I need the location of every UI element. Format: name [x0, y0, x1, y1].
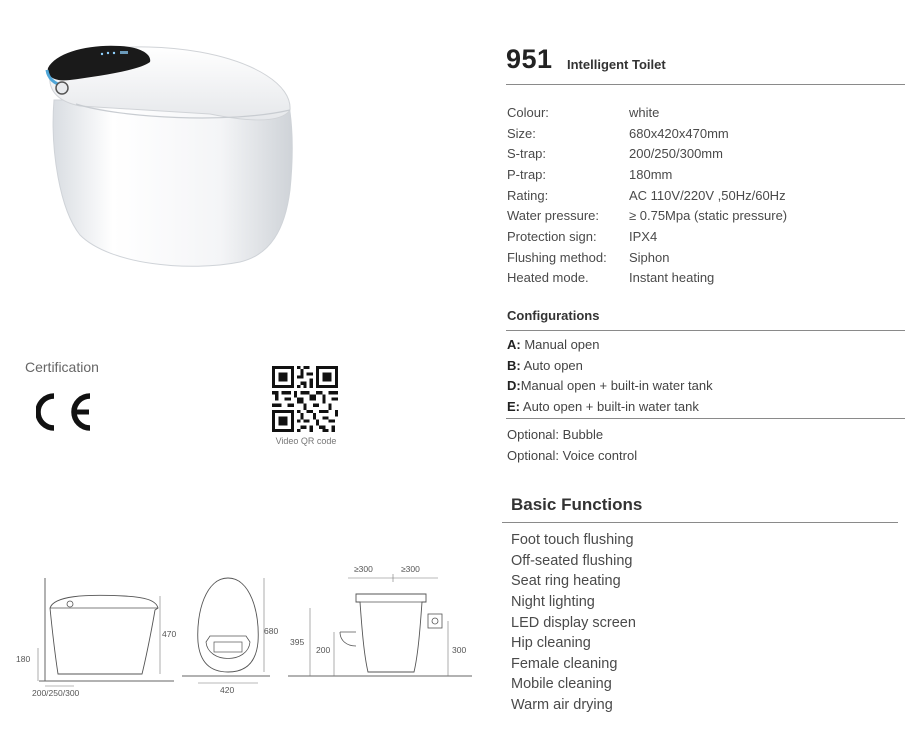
side-trap-distance-label: 200/250/300 — [32, 688, 80, 698]
spec-value: white — [629, 104, 660, 120]
top-width-label: 420 — [220, 685, 235, 695]
function-item: Female cleaning — [511, 655, 618, 672]
configurations-divider — [506, 330, 905, 331]
configurations-title: Configurations — [507, 308, 600, 323]
certification-label: Certification — [25, 359, 99, 375]
spec-value: Instant heating — [629, 270, 715, 286]
product-image — [40, 40, 300, 280]
spec-value: AC 110V/220V ,50Hz/60Hz — [629, 187, 786, 203]
top-length-label: 680 — [264, 626, 279, 636]
side-view-drawing — [14, 578, 184, 703]
spec-value: ≥ 0.75Mpa (static pressure) — [629, 208, 788, 224]
function-item: Off-seated flushing — [511, 552, 633, 569]
spec-row — [507, 205, 905, 226]
spec-key: S-trap: — [507, 146, 547, 162]
spec-key: P-trap: — [507, 166, 547, 182]
spec-row — [507, 226, 905, 247]
configuration-code: D: — [507, 378, 521, 394]
spec-key: Rating: — [507, 187, 549, 203]
spec-value: 180mm — [629, 166, 673, 182]
spec-key: Heated mode. — [507, 270, 589, 286]
spec-key: Flushing method: — [507, 249, 607, 265]
function-item: Warm air drying — [511, 697, 613, 714]
configuration-code: B: — [507, 357, 521, 373]
spec-value: Siphon — [629, 249, 670, 265]
spec-value: 200/250/300mm — [629, 146, 723, 162]
configuration-code: E: — [507, 398, 520, 414]
rear-height-c-label: 300 — [452, 645, 467, 655]
function-item: LED display screen — [511, 614, 636, 631]
spec-row — [507, 143, 905, 164]
spec-key: Size: — [507, 125, 536, 141]
configuration-text: Manual open — [520, 336, 600, 352]
header-divider — [506, 84, 905, 85]
side-trap-height-label: 180 — [16, 654, 31, 664]
configuration-text: Auto open — [520, 357, 583, 373]
optional-list — [507, 424, 637, 465]
spec-value: IPX4 — [629, 228, 658, 244]
qr-caption: Video QR code — [275, 436, 337, 446]
basic-functions-list — [511, 530, 636, 715]
optional-item: Optional: Voice control — [507, 447, 638, 463]
function-item: Hip cleaning — [511, 635, 591, 652]
configuration-text: Auto open + built-in water tank — [520, 398, 699, 414]
spec-key: Protection sign: — [507, 228, 597, 244]
optional-item: Optional: Bubble — [507, 426, 604, 442]
configuration-item — [507, 396, 905, 417]
configuration-code: A: — [507, 336, 521, 352]
model-number: 951 — [506, 44, 553, 74]
spec-key: Colour: — [507, 104, 549, 120]
configuration-list — [507, 334, 905, 417]
function-item: Foot touch flushing — [511, 532, 634, 549]
spec-row — [507, 268, 905, 289]
qr-code-icon[interactable] — [272, 366, 338, 432]
basic-functions-title: Basic Functions — [511, 495, 643, 514]
configuration-item — [507, 375, 905, 396]
top-view-drawing — [180, 572, 290, 697]
configuration-text: Manual open + built-in water tank — [520, 378, 713, 394]
spec-key: Water pressure: — [507, 208, 599, 224]
spec-row — [507, 123, 905, 144]
side-height-label: 470 — [162, 629, 177, 639]
rear-view-drawing — [286, 560, 476, 685]
function-item: Mobile cleaning — [511, 676, 612, 693]
rear-left-gap-label: ≥300 — [354, 564, 373, 574]
configuration-item — [507, 355, 905, 376]
rear-height-a-label: 395 — [290, 637, 305, 647]
spec-list — [507, 102, 905, 288]
function-item: Night lighting — [511, 594, 595, 611]
rear-right-gap-label: ≥300 — [401, 564, 420, 574]
spec-row — [507, 102, 905, 123]
spec-value: 680x420x470mm — [629, 125, 729, 141]
product-name: Intelligent Toilet — [567, 57, 666, 72]
ce-mark-icon — [36, 392, 98, 432]
functions-divider — [502, 522, 898, 523]
configuration-item — [507, 334, 905, 355]
rear-height-b-label: 200 — [316, 645, 331, 655]
spec-row — [507, 247, 905, 268]
optional-divider — [506, 418, 905, 419]
function-item: Seat ring heating — [511, 573, 621, 590]
spec-row — [507, 185, 905, 206]
spec-row — [507, 164, 905, 185]
